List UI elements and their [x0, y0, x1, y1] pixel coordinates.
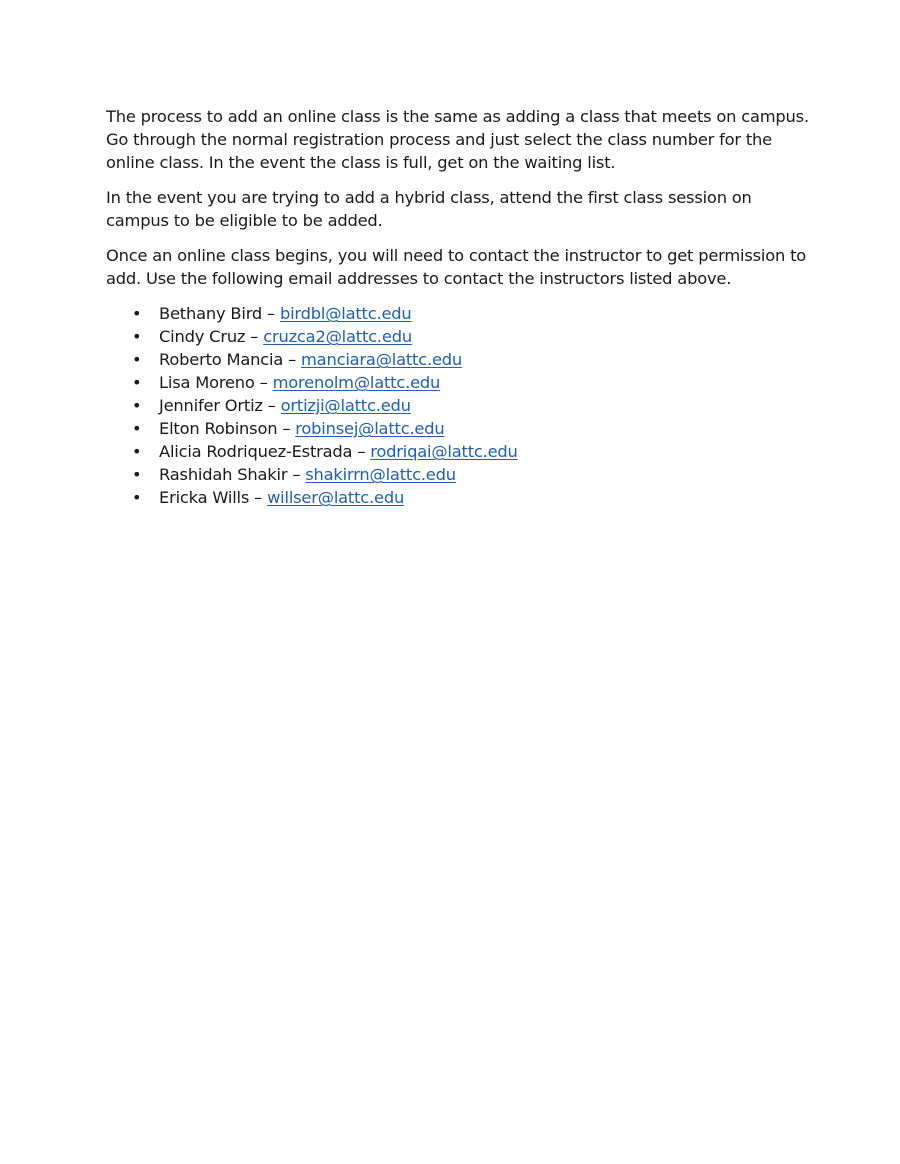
paragraph-online-class-process	[106, 105, 809, 174]
name-email-separator: –	[245, 327, 264, 346]
paragraph-hybrid-class	[106, 186, 806, 232]
instructor-name: Lisa Moreno	[159, 373, 255, 392]
email-link[interactable]: cruzca2@lattc.edu	[263, 327, 412, 346]
email-link[interactable]: morenolm@lattc.edu	[272, 373, 441, 392]
bullet-icon: •	[132, 465, 142, 484]
instructor-name: Roberto Mancia	[159, 350, 284, 369]
email-link[interactable]: willser@lattc.edu	[267, 488, 405, 507]
paragraph-line: Go through the normal registration process and just select the class number for the	[106, 130, 772, 149]
email-link[interactable]: birdbl@lattc.edu	[279, 304, 412, 323]
instructor-name: Bethany Bird	[159, 304, 263, 323]
bullet-icon: •	[132, 442, 142, 461]
name-email-separator: –	[277, 419, 296, 438]
paragraph-line: In the event you are trying to add a hybrid class, attend the first class session on	[106, 188, 752, 207]
instructor-name: Cindy Cruz	[159, 327, 246, 346]
bullet-icon: •	[132, 396, 142, 415]
instructor-name: Elton Robinson	[159, 419, 278, 438]
name-email-separator: –	[262, 396, 281, 415]
list-item	[106, 371, 806, 394]
instructor-contact-list	[106, 302, 806, 509]
paragraph-line: online class. In the event the class is full, get on the waiting list.	[106, 153, 616, 172]
bullet-icon: •	[132, 488, 142, 507]
email-link[interactable]: shakirrn@lattc.edu	[305, 465, 456, 484]
list-item	[106, 348, 806, 371]
list-item	[106, 325, 806, 348]
bullet-icon: •	[132, 327, 142, 346]
list-item	[106, 302, 806, 325]
paragraph-contact-instructor	[106, 244, 806, 290]
bullet-icon: •	[132, 304, 142, 323]
paragraph-line: The process to add an online class is the same as adding a class that meets on campus.	[106, 107, 809, 126]
name-email-separator: –	[262, 304, 280, 323]
email-link[interactable]: rodriqai@lattc.edu	[370, 442, 518, 461]
bullet-icon: •	[132, 419, 142, 438]
name-email-separator: –	[283, 350, 302, 369]
instructor-name: Alicia Rodriquez-Estrada	[159, 442, 353, 461]
instructor-name: Rashidah Shakir	[159, 465, 288, 484]
name-email-separator: –	[287, 465, 306, 484]
list-item	[106, 463, 806, 486]
paragraph-line: add. Use the following email addresses to contact the instructors listed above.	[106, 269, 732, 288]
paragraph-line: campus to be eligible to be added.	[106, 211, 383, 230]
bullet-icon: •	[132, 373, 142, 392]
list-item	[106, 486, 806, 509]
list-item	[106, 417, 806, 440]
bullet-icon: •	[132, 350, 142, 369]
name-email-separator: –	[249, 488, 268, 507]
name-email-separator: –	[352, 442, 371, 461]
instructor-name: Jennifer Ortiz	[159, 396, 263, 415]
paragraph-line: Once an online class begins, you will need to contact the instructor to get permission to	[106, 246, 807, 265]
name-email-separator: –	[254, 373, 273, 392]
document-body	[106, 105, 809, 509]
list-item	[106, 440, 806, 463]
instructor-name: Ericka Wills	[159, 488, 250, 507]
email-link[interactable]: ortizji@lattc.edu	[280, 396, 411, 415]
list-item	[106, 394, 806, 417]
email-link[interactable]: manciara@lattc.edu	[301, 350, 463, 369]
email-link[interactable]: robinsej@lattc.edu	[295, 419, 445, 438]
